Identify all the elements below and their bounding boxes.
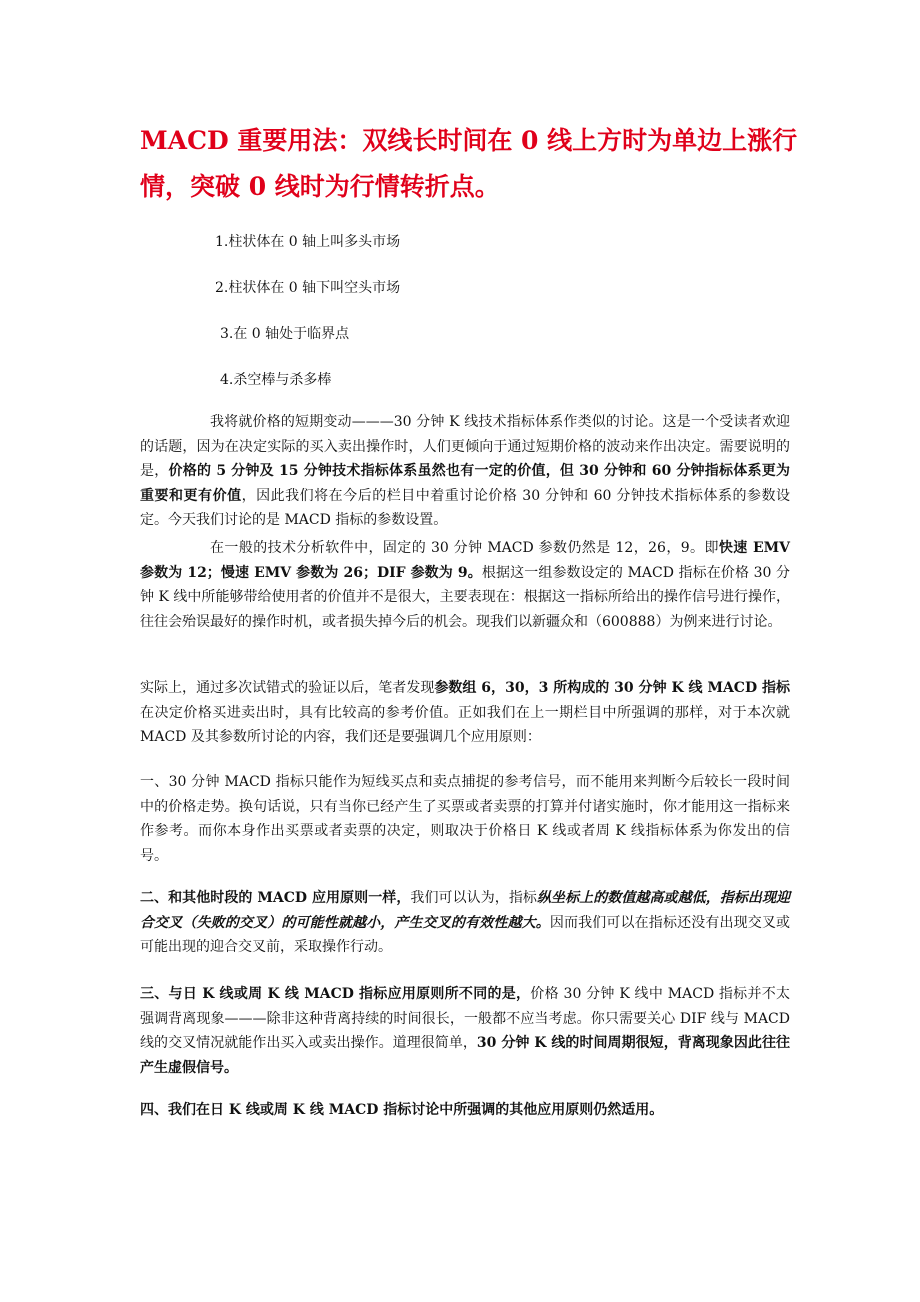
paragraph-default-params-bold: 快速 EMV 参数为 12；慢速 EMV 参数为 26；DIF 参数为 9。 — [140, 540, 791, 581]
principle-3 — [140, 982, 790, 1080]
principle-3-text-b: 价格 30 分钟 K 线中 MACD 指标并不太强调背离现象———除非这种背离持续的时间很长，一般都不应当考虑。你只需要关心 DIF 线与 MACD 线的交叉情况就能作出买入或卖出操作。道理很简单， — [140, 986, 790, 1051]
paragraph-default-params — [140, 536, 790, 634]
paragraph-intro-bold: 价格的 5 分钟及 15 分钟技术指标体系虽然也有一定的价值，但 30 分钟和 60 分钟指标体系更为重要和更有价值 — [140, 463, 790, 504]
list-item-4: 4.杀空棒与杀多棒 — [220, 372, 332, 388]
principle-4-text: 四、我们在日 K 线或周 K 线 MACD 指标讨论中所强调的其他应用原则仍然适用。 — [140, 1102, 664, 1118]
principle-2-text-d: 因而我们可以在指标还没有出现交叉或可能出现的迎合交叉前，采取操作行动。 — [140, 914, 791, 955]
paragraph-intro — [140, 410, 790, 533]
principle-3-bold: 30 分钟 K 线的时间周期很短，背离现象因此往往产生虚假信号。 — [140, 1035, 790, 1076]
paragraph-optimized-params — [140, 676, 790, 750]
principle-2-emphasis: 纵坐标上的数值越高或越低，指标出现迎合交叉（失败的交叉）的可能性就越小，产生交叉的有效性越大。 — [140, 890, 790, 931]
principle-2 — [140, 886, 790, 960]
principle-2-text-b: 我们可以认为，指标 — [410, 890, 537, 906]
page-title: MACD 重要用法：双线长时间在 0 线上方时为单边上涨行情，突破 0 线时为行情转折点。 — [140, 126, 798, 201]
principle-2-heading: 二、和其他时段的 MACD 应用原则一样， — [140, 890, 411, 906]
principle-3-heading: 三、与日 K 线或周 K 线 MACD 指标应用原则所不同的是， — [140, 986, 531, 1002]
paragraph-optimized-params-text-a: 实际上，通过多次试错式的验证以后，笔者发现 — [140, 680, 435, 696]
principle-1-text: 一、30 分钟 MACD 指标只能作为短线买点和卖点捕捉的参考信号，而不能用来判断今后较长一段时间中的价格走势。换句话说，只有当你已经产生了买票或者卖票的打算并付诸实施时，你才能用这一指标来作参考。而你本身作出买票或者卖票的决定，则取决于价格日 K 线或者周 K 线指标体系为你发出的信号。 — [140, 774, 790, 864]
paragraph-optimized-params-text-c: 在决定价格买进卖出时，具有比较高的参考价值。正如我们在上一期栏目中所强调的那样，对于本次就 MACD 及其参数所讨论的内容，我们还是要强调几个应用原则： — [140, 704, 790, 745]
paragraph-optimized-params-bold: 参数组 6，30，3 所构成的 30 分钟 K 线 MACD 指标 — [434, 680, 791, 696]
list-item-3: 3.在 0 轴处于临界点 — [220, 326, 350, 342]
principle-4 — [140, 1098, 790, 1123]
list-item-1: 1.柱状体在 0 轴上叫多头市场 — [215, 234, 401, 250]
paragraph-intro-text-c: ，因此我们将在今后的栏目中着重讨论价格 30 分钟和 60 分钟技术指标体系的参数设定。今天我们讨论的是 MACD 指标的参数设置。 — [140, 487, 790, 528]
paragraph-default-params-text-c: 根据这一组参数设定的 MACD 指标在价格 30 分钟 K 线中所能够带给使用者的价值并不是很大，主要表现在：根据这一指标所给出的操作信号进行操作，往往会殆误最好的操作时机，或者损失掉今后的机会。现我们以新疆众和（600888）为例来进行讨论。 — [140, 564, 791, 630]
paragraph-default-params-text-a: 在一般的技术分析软件中，固定的 30 分钟 MACD 参数仍然是 12，26，9。即 — [210, 540, 719, 556]
list-item-2: 2.柱状体在 0 轴下叫空头市场 — [215, 280, 401, 296]
paragraph-intro-text-a: 我将就价格的短期变动———30 分钟 K 线技术指标体系作类似的讨论。这是一个受读者欢迎的话题，因为在决定实际的买入卖出操作时，人们更倾向于通过短期价格的波动来作出决定。需要说明的是， — [140, 414, 790, 479]
principle-1 — [140, 770, 790, 868]
